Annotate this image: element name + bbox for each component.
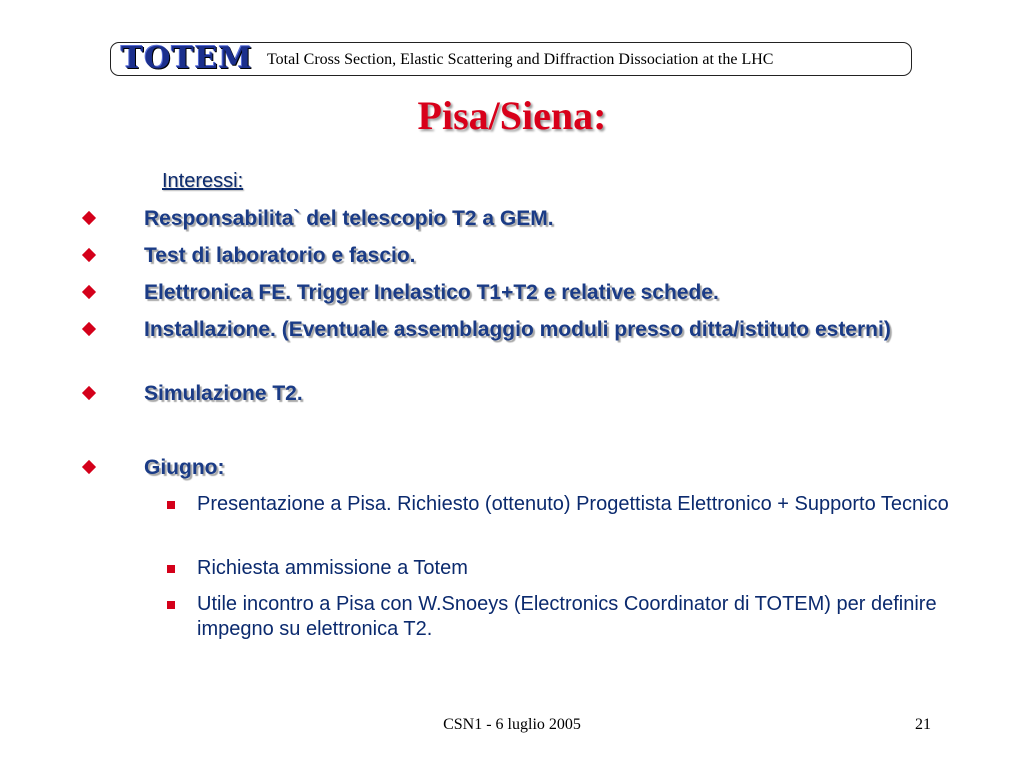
- bullet-item: Giugno:: [144, 456, 225, 479]
- intro-label: Interessi:: [162, 170, 244, 192]
- diamond-bullet-icon: [82, 248, 96, 262]
- header-subtitle: Total Cross Section, Elastic Scattering and Diffraction Dissociation at the LHC: [267, 51, 774, 68]
- bullet-item: Responsabilita` del telescopio T2 a GEM.: [144, 207, 554, 230]
- bullet-item: Test di laboratorio e fascio.: [144, 244, 416, 267]
- sub-bullet-item: Utile incontro a Pisa con W.Snoeys (Electronics Coordinator di TOTEM) per definire impegno su elettronica T2.: [197, 593, 937, 640]
- totem-logo: TOTEM: [121, 41, 253, 76]
- bullet-item: Elettronica FE. Trigger Inelastico T1+T2 e relative schede.: [144, 281, 719, 304]
- footer-event: CSN1 - 6 luglio 2005: [443, 716, 581, 733]
- square-bullet-icon: [167, 601, 175, 609]
- diamond-bullet-icon: [82, 211, 96, 225]
- page-number: 21: [915, 716, 931, 733]
- diamond-bullet-icon: [82, 285, 96, 299]
- bullet-item: Simulazione T2.: [144, 382, 303, 405]
- diamond-bullet-icon: [82, 460, 96, 474]
- bullet-item: Installazione. (Eventuale assemblaggio moduli presso ditta/istituto esterni): [144, 318, 891, 341]
- header-banner: [110, 42, 912, 76]
- square-bullet-icon: [167, 501, 175, 509]
- slide-title: Pisa/Siena:: [417, 93, 607, 138]
- sub-bullet-item: Presentazione a Pisa. Richiesto (ottenuto) Progettista Elettronico + Supporto Tecnico: [197, 493, 949, 515]
- square-bullet-icon: [167, 565, 175, 573]
- diamond-bullet-icon: [82, 322, 96, 336]
- diamond-bullet-icon: [82, 386, 96, 400]
- sub-bullet-item: Richiesta ammissione a Totem: [197, 557, 468, 579]
